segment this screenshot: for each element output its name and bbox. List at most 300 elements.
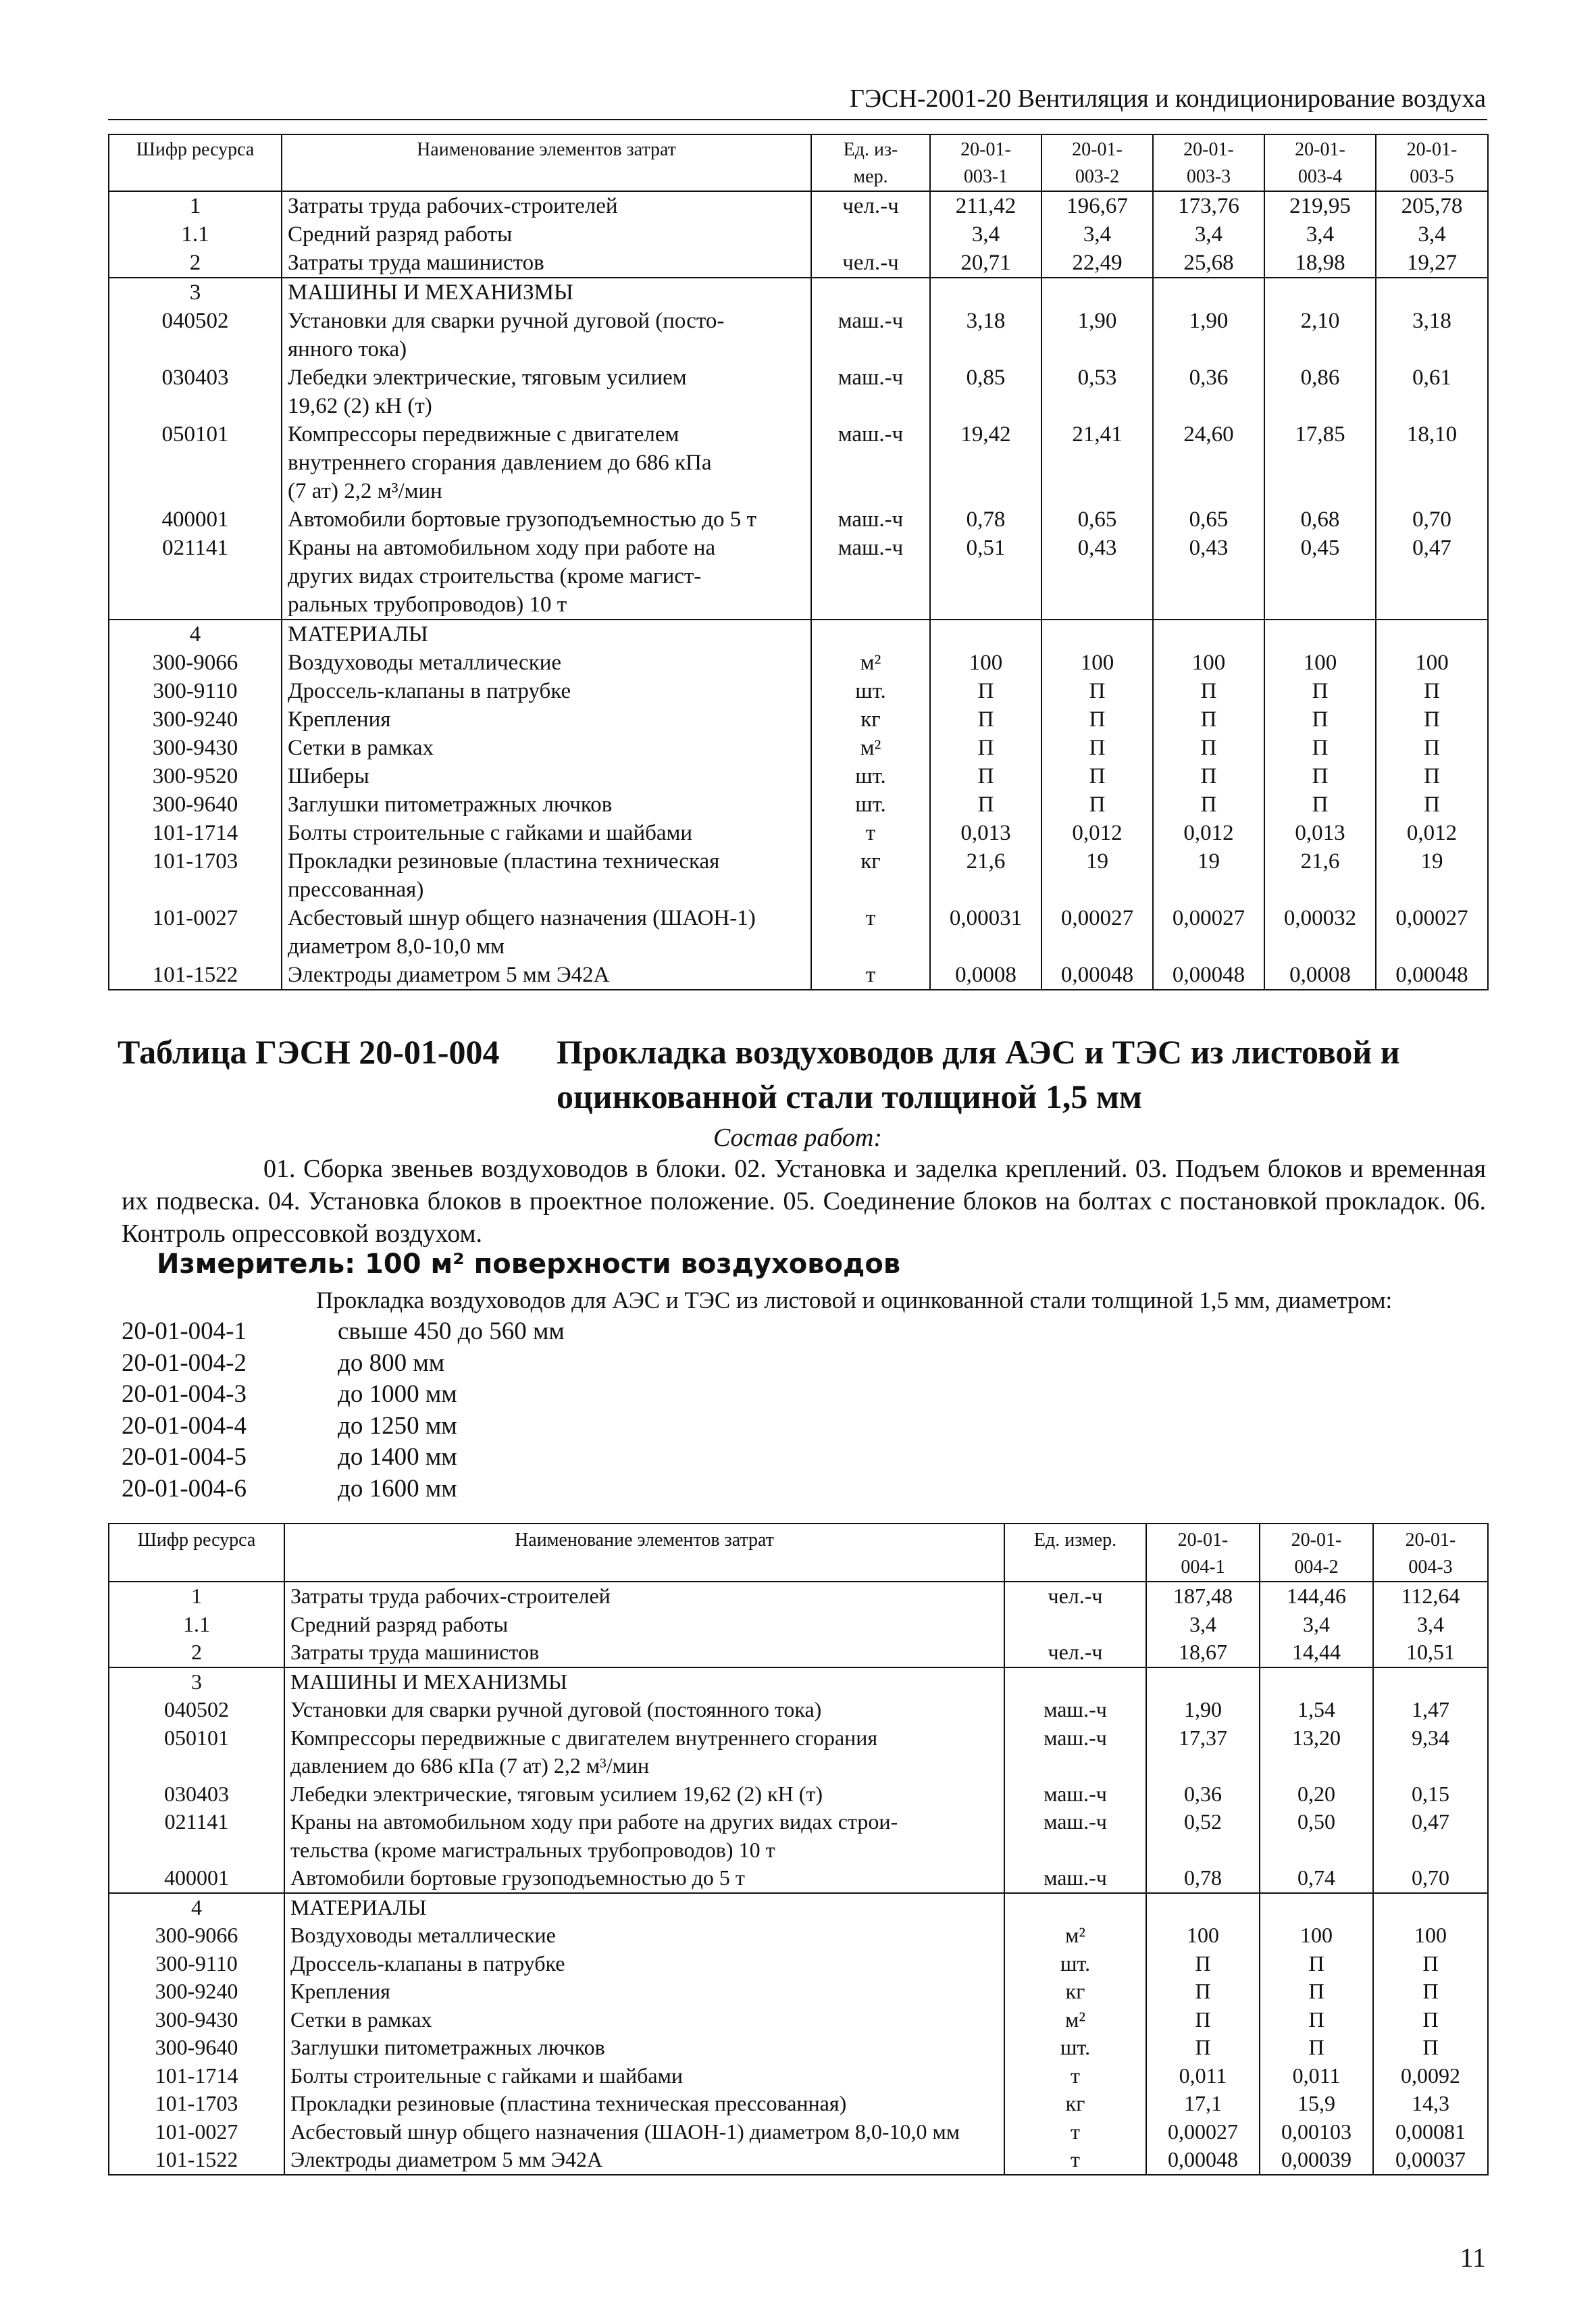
table-header-row — [109, 1524, 1488, 1582]
resource-name: Заглушки питометражных лючков — [282, 790, 811, 819]
variant-text: до 1600 мм — [338, 1474, 457, 1503]
value-cell: 211,42 — [930, 191, 1041, 220]
header-rule — [108, 119, 1487, 120]
table-row — [109, 2118, 1488, 2146]
value-cell: П — [1146, 1950, 1260, 1978]
resource-name: Шиберы — [282, 762, 811, 790]
table-row — [109, 363, 1488, 420]
value-cell: 205,78 — [1376, 191, 1488, 220]
value-cell: 9,34 — [1373, 1724, 1488, 1780]
resource-table-004 — [108, 1523, 1489, 2175]
resource-name: Прокладки резиновые (пластина техническая прессованная) — [284, 2090, 1004, 2118]
resource-name: Затраты труда рабочих-строителей — [284, 1582, 1004, 1611]
value-cell: П — [930, 734, 1041, 762]
variant-text: до 1000 мм — [338, 1380, 457, 1409]
value-cell: 100 — [1041, 649, 1153, 677]
value-cell: 0,012 — [1153, 819, 1264, 847]
value-cell: 0,00027 — [1153, 904, 1264, 961]
resource-code: 1 — [109, 191, 282, 220]
value-cell: П — [1264, 705, 1376, 734]
value-cell: П — [1146, 1978, 1260, 2006]
value-cell: 173,76 — [1153, 191, 1264, 220]
unit-cell: чел.-ч — [811, 191, 930, 220]
table-row — [109, 1950, 1488, 1978]
value-cell: 3,4 — [1041, 220, 1153, 249]
value-cell: 0,50 — [1260, 1808, 1373, 1864]
resource-name: Затраты труда машинистов — [282, 249, 811, 278]
value-cell: 0,86 — [1264, 363, 1376, 420]
value-cell: 20,71 — [930, 249, 1041, 278]
table-row — [109, 1638, 1488, 1667]
value-cell: 19 — [1153, 847, 1264, 904]
value-cell: П — [1376, 790, 1488, 819]
unit-cell: м² — [811, 734, 930, 762]
variant-text: до 1400 мм — [338, 1443, 457, 1472]
value-cell — [1153, 278, 1264, 307]
table-row — [109, 1611, 1488, 1639]
value-cell — [1264, 278, 1376, 307]
value-cell: 0,00027 — [1146, 2118, 1260, 2146]
value-cell: 0,51 — [930, 534, 1041, 620]
unit-cell: м² — [1004, 1921, 1146, 1950]
value-cell — [930, 278, 1041, 307]
value-cell: 100 — [930, 649, 1041, 677]
resource-name: Болты строительные с гайками и шайбами — [282, 819, 811, 847]
resource-name: Автомобили бортовые грузоподъемностью до 5 т — [282, 505, 811, 534]
resource-name: Крепления — [284, 1978, 1004, 2006]
value-cell: 3,18 — [1376, 307, 1488, 363]
resource-name: Воздуховоды металлические — [284, 1921, 1004, 1950]
value-cell: 0,00027 — [1041, 904, 1153, 961]
unit-cell: м² — [811, 649, 930, 677]
value-cell: 0,011 — [1260, 2062, 1373, 2090]
value-cell: П — [1041, 734, 1153, 762]
resource-code: 4 — [109, 620, 282, 649]
value-cell: 0,43 — [1041, 534, 1153, 620]
value-cell — [1373, 1893, 1488, 1922]
variant-text: до 1250 мм — [338, 1411, 457, 1440]
unit-cell: т — [811, 904, 930, 961]
value-cell: 0,00031 — [930, 904, 1041, 961]
value-cell: 21,6 — [1264, 847, 1376, 904]
resource-code: 101-1522 — [109, 2146, 284, 2175]
value-cell: П — [1260, 1978, 1373, 2006]
value-cell: 1,90 — [1041, 307, 1153, 363]
value-cell: П — [1260, 2034, 1373, 2062]
value-cell: 3,4 — [930, 220, 1041, 249]
resource-code: 3 — [109, 278, 282, 307]
value-cell — [1376, 278, 1488, 307]
page-header: ГЭСН-2001-20 Вентиляция и кондиционирование воздуха — [849, 84, 1486, 113]
value-cell: 100 — [1153, 649, 1264, 677]
table-row — [109, 961, 1488, 990]
resource-code: 101-0027 — [109, 904, 282, 961]
resource-code: 050101 — [109, 1724, 284, 1780]
value-cell: П — [1260, 1950, 1373, 1978]
unit-cell — [1004, 1667, 1146, 1696]
value-cell: 0,78 — [930, 505, 1041, 534]
meter-line: Измеритель: 100 м² поверхности воздуховодов — [157, 1249, 901, 1280]
table-row — [109, 904, 1488, 961]
resource-name: Автомобили бортовые грузоподъемностью до 5 т — [284, 1864, 1004, 1893]
resource-name: Средний разряд работы — [282, 220, 811, 249]
value-cell: 1,47 — [1373, 1696, 1488, 1724]
value-cell: 14,3 — [1373, 2090, 1488, 2118]
unit-cell: кг — [1004, 1978, 1146, 2006]
value-cell — [1146, 1667, 1260, 1696]
table-row — [109, 1667, 1488, 1696]
value-cell: 24,60 — [1153, 420, 1264, 505]
table-row — [109, 249, 1488, 278]
value-cell: 100 — [1146, 1921, 1260, 1950]
value-cell: 18,10 — [1376, 420, 1488, 505]
resource-code: 300-9640 — [109, 790, 282, 819]
table-row — [109, 505, 1488, 534]
value-cell: 0,00037 — [1373, 2146, 1488, 2175]
resource-code: 300-9430 — [109, 2006, 284, 2034]
value-cell: 0,47 — [1373, 1808, 1488, 1864]
unit-cell: т — [1004, 2062, 1146, 2090]
value-cell: П — [1264, 790, 1376, 819]
resource-name: Электроды диаметром 5 мм Э42А — [284, 2146, 1004, 2175]
resource-code: 101-1714 — [109, 2062, 284, 2090]
resource-name: МАТЕРИАЛЫ — [282, 620, 811, 649]
variants-intro: Прокладка воздуховодов для АЭС и ТЭС из листовой и оцинкованной стали толщиной 1,5 мм, диаметром: — [316, 1287, 1393, 1313]
value-cell: 100 — [1373, 1921, 1488, 1950]
value-cell: П — [1373, 1950, 1488, 1978]
column-header: 20-01- 004-1 — [1146, 1524, 1260, 1582]
value-cell: П — [930, 705, 1041, 734]
value-cell: П — [1146, 2034, 1260, 2062]
value-cell: 100 — [1260, 1921, 1373, 1950]
resource-code: 400001 — [109, 1864, 284, 1893]
resource-code: 400001 — [109, 505, 282, 534]
table-row — [109, 2062, 1488, 2090]
value-cell: 19,27 — [1376, 249, 1488, 278]
unit-cell: маш.-ч — [1004, 1780, 1146, 1809]
table-name: Прокладка воздуховодов для АЭС и ТЭС из листовой и оцинкованной стали толщиной 1,5 мм — [557, 1033, 1400, 1115]
composition-text: 01. Сборка звеньев воздуховодов в блоки. 02. Установка и заделка креплений. 03. Подъем блоков и временная их подвеска. 04. Установка блоков в проектное положение. 05. Соединение блоков на болтах с постановкой прокладок. 06. Контроль опрессовкой воздухом. — [122, 1155, 1486, 1248]
value-cell: 0,013 — [930, 819, 1041, 847]
value-cell: 0,013 — [1264, 819, 1376, 847]
value-cell: 3,4 — [1153, 220, 1264, 249]
variant-text: до 800 мм — [338, 1349, 445, 1377]
value-cell: 0,00048 — [1041, 961, 1153, 990]
table-number: Таблица ГЭСН 20-01-004 — [118, 1033, 500, 1071]
value-cell: 1,90 — [1146, 1696, 1260, 1724]
table-row — [109, 191, 1488, 220]
value-cell: П — [1373, 1978, 1488, 2006]
unit-cell — [811, 278, 930, 307]
value-cell: П — [1264, 677, 1376, 705]
resource-name: Дроссель-клапаны в патрубке — [284, 1950, 1004, 1978]
unit-cell: маш.-ч — [811, 534, 930, 620]
resource-code: 2 — [109, 1638, 284, 1667]
value-cell: 0,52 — [1146, 1808, 1260, 1864]
resource-code: 300-9640 — [109, 2034, 284, 2062]
value-cell: 0,00103 — [1260, 2118, 1373, 2146]
value-cell: 196,67 — [1041, 191, 1153, 220]
table-row — [109, 734, 1488, 762]
value-cell: 1,54 — [1260, 1696, 1373, 1724]
value-cell: П — [1146, 2006, 1260, 2034]
value-cell — [930, 620, 1041, 649]
table-row — [109, 762, 1488, 790]
unit-cell: шт. — [811, 677, 930, 705]
table-row — [109, 1724, 1488, 1780]
unit-cell: шт. — [1004, 2034, 1146, 2062]
resource-name: Асбестовый шнур общего назначения (ШАОН-1) диаметром 8,0-10,0 мм — [284, 2118, 1004, 2146]
value-cell: 1,90 — [1153, 307, 1264, 363]
table-row — [109, 790, 1488, 819]
resource-code: 4 — [109, 1893, 284, 1922]
resource-name: Асбестовый шнур общего назначения (ШАОН-1) диаметром 8,0-10,0 мм — [282, 904, 811, 961]
value-cell: 0,74 — [1260, 1864, 1373, 1893]
table-row — [109, 649, 1488, 677]
composition-heading: Состав работ: — [713, 1124, 883, 1152]
value-cell: 18,67 — [1146, 1638, 1260, 1667]
value-cell: 3,4 — [1146, 1611, 1260, 1639]
unit-cell: маш.-ч — [1004, 1696, 1146, 1724]
value-cell: 13,20 — [1260, 1724, 1373, 1780]
resource-name: Краны на автомобильном ходу при работе на других видах строи- тельства (кроме магистральных трубопроводов) 10 т — [284, 1808, 1004, 1864]
value-cell — [1260, 1667, 1373, 1696]
variant-code: 20-01-004-1 — [122, 1317, 247, 1345]
resource-name: Лебедки электрические, тяговым усилием 19,62 (2) кН (т) — [282, 363, 811, 420]
value-cell: 15,9 — [1260, 2090, 1373, 2118]
value-cell: П — [1376, 677, 1488, 705]
resource-name: Заглушки питометражных лючков — [284, 2034, 1004, 2062]
value-cell: 14,44 — [1260, 1638, 1373, 1667]
value-cell: 17,37 — [1146, 1724, 1260, 1780]
value-cell: 3,4 — [1373, 1611, 1488, 1639]
value-cell — [1146, 1893, 1260, 1922]
resource-code: 300-9430 — [109, 734, 282, 762]
value-cell: 0,85 — [930, 363, 1041, 420]
value-cell: 0,00032 — [1264, 904, 1376, 961]
value-cell: П — [1041, 677, 1153, 705]
column-header: Наименование элементов затрат — [282, 134, 811, 191]
unit-cell: т — [1004, 2118, 1146, 2146]
unit-cell: шт. — [1004, 1950, 1146, 1978]
value-cell: П — [1376, 762, 1488, 790]
value-cell: П — [1376, 734, 1488, 762]
unit-cell: маш.-ч — [811, 420, 930, 505]
resource-name: Затраты труда рабочих-строителей — [282, 191, 811, 220]
resource-name: Затраты труда машинистов — [284, 1638, 1004, 1667]
value-cell: 219,95 — [1264, 191, 1376, 220]
value-cell: 10,51 — [1373, 1638, 1488, 1667]
resource-name: Воздуховоды металлические — [282, 649, 811, 677]
unit-cell — [811, 220, 930, 249]
table-row — [109, 677, 1488, 705]
value-cell: 0,61 — [1376, 363, 1488, 420]
resource-code: 300-9066 — [109, 649, 282, 677]
value-cell: 3,4 — [1376, 220, 1488, 249]
value-cell: 144,46 — [1260, 1582, 1373, 1611]
resource-name: Сетки в рамках — [282, 734, 811, 762]
value-cell: 25,68 — [1153, 249, 1264, 278]
table-header-row — [109, 134, 1488, 191]
resource-code: 101-1522 — [109, 961, 282, 990]
unit-cell: шт. — [811, 790, 930, 819]
value-cell: 22,49 — [1041, 249, 1153, 278]
resource-code: 030403 — [109, 363, 282, 420]
value-cell: 112,64 — [1373, 1582, 1488, 1611]
value-cell: 100 — [1376, 649, 1488, 677]
resource-name: Крепления — [282, 705, 811, 734]
column-header: Наименование элементов затрат — [284, 1524, 1004, 1582]
value-cell: П — [1041, 762, 1153, 790]
resource-name: МАШИНЫ И МЕХАНИЗМЫ — [282, 278, 811, 307]
unit-cell: м² — [1004, 2006, 1146, 2034]
resource-table-003 — [108, 134, 1489, 990]
column-header: Шифр ресурса — [109, 134, 282, 191]
resource-name: Краны на автомобильном ходу при работе на других видах строительства (кроме магист- ральных трубопроводов) 10 т — [282, 534, 811, 620]
value-cell: 0,45 — [1264, 534, 1376, 620]
value-cell: 0,00081 — [1373, 2118, 1488, 2146]
value-cell: 0,78 — [1146, 1864, 1260, 1893]
table-row — [109, 2006, 1488, 2034]
value-cell: 0,00027 — [1376, 904, 1488, 961]
value-cell: П — [1041, 790, 1153, 819]
value-cell: 19 — [1376, 847, 1488, 904]
column-header: 20-01- 003-1 — [930, 134, 1041, 191]
table-row — [109, 847, 1488, 904]
variant-code: 20-01-004-4 — [122, 1411, 247, 1440]
table-row — [109, 1808, 1488, 1864]
resource-name: Прокладки резиновые (пластина техническая прессованная) — [282, 847, 811, 904]
value-cell: 0,36 — [1153, 363, 1264, 420]
resource-code: 3 — [109, 1667, 284, 1696]
resource-code: 300-9066 — [109, 1921, 284, 1950]
column-header: Шифр ресурса — [109, 1524, 284, 1582]
unit-cell: чел.-ч — [811, 249, 930, 278]
table-row — [109, 819, 1488, 847]
value-cell: 0,0008 — [1264, 961, 1376, 990]
value-cell: 0,0008 — [930, 961, 1041, 990]
resource-code: 021141 — [109, 534, 282, 620]
value-cell — [1041, 278, 1153, 307]
value-cell — [1376, 620, 1488, 649]
value-cell: 17,1 — [1146, 2090, 1260, 2118]
value-cell: П — [1041, 705, 1153, 734]
value-cell: 0,012 — [1041, 819, 1153, 847]
value-cell: 0,00039 — [1260, 2146, 1373, 2175]
unit-cell: т — [811, 819, 930, 847]
unit-cell: кг — [811, 847, 930, 904]
value-cell: 18,98 — [1264, 249, 1376, 278]
column-header: 20-01- 004-2 — [1260, 1524, 1373, 1582]
value-cell: 19 — [1041, 847, 1153, 904]
unit-cell: т — [811, 961, 930, 990]
resource-code: 300-9110 — [109, 1950, 284, 1978]
value-cell — [1260, 1893, 1373, 1922]
value-cell: П — [1153, 790, 1264, 819]
value-cell — [1264, 620, 1376, 649]
value-cell: 3,4 — [1260, 1611, 1373, 1639]
value-cell: П — [1153, 677, 1264, 705]
resource-code: 040502 — [109, 307, 282, 363]
page-number: 11 — [1460, 2242, 1486, 2273]
value-cell: П — [1153, 705, 1264, 734]
value-cell: 0,43 — [1153, 534, 1264, 620]
table-row — [109, 1780, 1488, 1809]
value-cell: 0,011 — [1146, 2062, 1260, 2090]
unit-cell: маш.-ч — [811, 505, 930, 534]
table-row — [109, 1582, 1488, 1611]
variant-code: 20-01-004-6 — [122, 1474, 247, 1503]
value-cell: 0,00048 — [1153, 961, 1264, 990]
unit-cell: кг — [811, 705, 930, 734]
value-cell: 0,36 — [1146, 1780, 1260, 1809]
unit-cell — [1004, 1893, 1146, 1922]
unit-cell: маш.-ч — [1004, 1724, 1146, 1780]
resource-code: 1.1 — [109, 1611, 284, 1639]
value-cell: П — [1373, 2034, 1488, 2062]
table-row — [109, 420, 1488, 505]
unit-cell: маш.-ч — [1004, 1864, 1146, 1893]
resource-code: 300-9240 — [109, 1978, 284, 2006]
resource-name: Болты строительные с гайками и шайбами — [284, 2062, 1004, 2090]
value-cell: 100 — [1264, 649, 1376, 677]
value-cell: П — [1260, 2006, 1373, 2034]
value-cell: П — [930, 790, 1041, 819]
unit-cell: шт. — [811, 762, 930, 790]
value-cell: 0,012 — [1376, 819, 1488, 847]
resource-code: 021141 — [109, 1808, 284, 1864]
resource-name: Электроды диаметром 5 мм Э42А — [282, 961, 811, 990]
variant-code: 20-01-004-2 — [122, 1349, 247, 1377]
resource-name: Сетки в рамках — [284, 2006, 1004, 2034]
unit-cell: т — [1004, 2146, 1146, 2175]
variant-text: свыше 450 до 560 мм — [338, 1317, 565, 1345]
resource-code: 040502 — [109, 1696, 284, 1724]
value-cell: П — [1264, 734, 1376, 762]
unit-cell: кг — [1004, 2090, 1146, 2118]
resource-name: Компрессоры передвижные с двигателем внутреннего сгорания давлением до 686 кПа (7 ат) 2,2 м³/мин — [284, 1724, 1004, 1780]
value-cell: 0,68 — [1264, 505, 1376, 534]
resource-code: 101-1714 — [109, 819, 282, 847]
value-cell: 0,70 — [1373, 1864, 1488, 1893]
value-cell — [1041, 620, 1153, 649]
resource-code: 101-0027 — [109, 2118, 284, 2146]
value-cell: 0,00048 — [1146, 2146, 1260, 2175]
resource-name: МАТЕРИАЛЫ — [284, 1893, 1004, 1922]
value-cell: 21,41 — [1041, 420, 1153, 505]
value-cell: П — [1153, 762, 1264, 790]
value-cell: 2,10 — [1264, 307, 1376, 363]
resource-name: Установки для сварки ручной дуговой (посто- янного тока) — [282, 307, 811, 363]
table-row — [109, 1921, 1488, 1950]
value-cell: П — [1373, 2006, 1488, 2034]
table-row — [109, 220, 1488, 249]
resource-code: 300-9520 — [109, 762, 282, 790]
column-header: 20-01- 004-3 — [1373, 1524, 1488, 1582]
table-row — [109, 1696, 1488, 1724]
table-row — [109, 1893, 1488, 1922]
value-cell: 0,0092 — [1373, 2062, 1488, 2090]
table-row — [109, 307, 1488, 363]
table-row — [109, 1864, 1488, 1893]
table-row — [109, 705, 1488, 734]
column-header: Ед. измер. — [1004, 1524, 1146, 1582]
value-cell: 0,53 — [1041, 363, 1153, 420]
resource-name: Компрессоры передвижные с двигателем внутреннего сгорания давлением до 686 кПа (7 ат) 2,2 м³/мин — [282, 420, 811, 505]
table-row — [109, 2034, 1488, 2062]
table-row — [109, 534, 1488, 620]
table-row — [109, 2090, 1488, 2118]
